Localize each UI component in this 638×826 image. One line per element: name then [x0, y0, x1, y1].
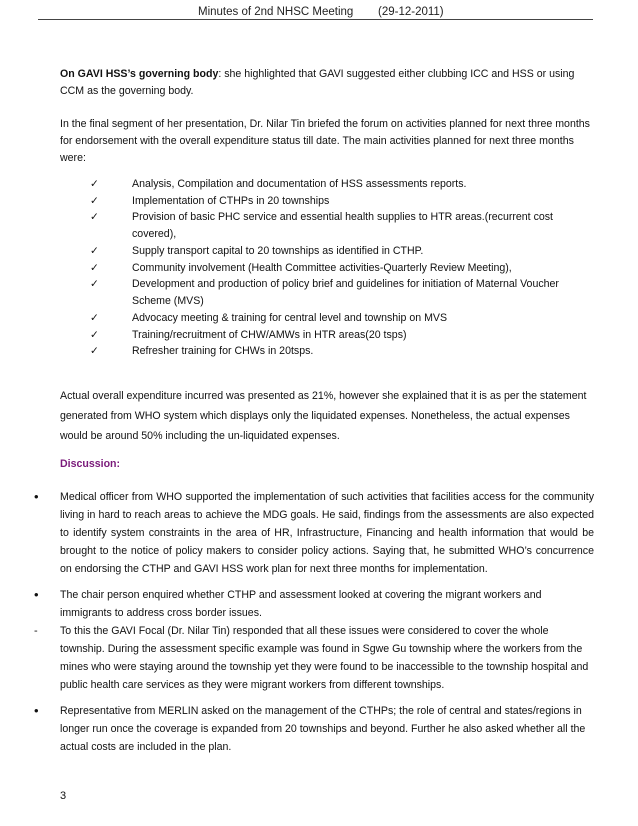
list-item	[34, 586, 594, 622]
list-item	[90, 260, 570, 277]
checkmark-icon: ✓	[90, 261, 99, 274]
governing-body-paragraph	[60, 66, 590, 100]
checkmark-icon: ✓	[90, 194, 99, 207]
list-item	[90, 176, 570, 193]
activity-text: Provision of basic PHC service and essential health supplies to HTR areas.(recurrent cost covered),	[132, 211, 553, 240]
checkmark-icon: ✓	[90, 211, 99, 223]
discussion-item	[34, 622, 594, 694]
activity-text: Training/recruitment of CHW/AMWs in HTR areas(20 tsps)	[132, 328, 407, 341]
bullet-icon: •	[34, 703, 39, 718]
dash-marker: -	[34, 625, 38, 637]
header-rule	[38, 19, 593, 20]
activity-text: Implementation of CTHPs in 20 townships	[132, 194, 330, 207]
discussion-text: Medical officer from WHO supported the implementation of such activities that facilities access for the community living in hard to reach areas to achieve the MDG goals. He said, findings from the assessments are also expected to identify system constraints in the area of HR, Infrastructure, Financing and health information that would be brought to the notice of policy makers to consider policy actions. Saying that, he submitted WHO’s concurrence on endorsing the CTHP and GAVI HSS work plan for next three months for implementation.	[60, 491, 594, 575]
expenditure-paragraph: Actual overall expenditure incurred was presented as 21%, however she explained that it is as per the statement generated from WHO system which displays only the liquidated expenses. Nonetheless, the actual expenses would be around 50% including the un-liquidated expenses.	[60, 390, 587, 442]
activity-text: Analysis, Compilation and documentation of HSS assessments reports.	[132, 178, 467, 190]
discussion-text: To this the GAVI Focal (Dr. Nilar Tin) responded that all these issues were considered to cover the whole township. During the assessment specific example was found in Sgwe Gu township where the workers from the mines who were staying around the township yet they were found to be inaccessible to the township hospital and public health care services as they were migrant workers from different townships.	[60, 625, 589, 691]
activities-list	[90, 176, 570, 360]
activity-text: Advocacy meeting & training for central level and township on MVS	[132, 312, 448, 324]
list-item	[90, 327, 570, 344]
discussion-item	[34, 586, 594, 622]
list-item	[90, 310, 570, 327]
page-number: 3	[60, 790, 67, 802]
list-item	[90, 276, 570, 310]
checkmark-icon: ✓	[90, 312, 99, 324]
list-item	[90, 243, 570, 260]
governing-body-text: : she highlighted that GAVI suggested either clubbing ICC and HSS or using CCM as the governing body.	[60, 68, 575, 97]
activity-text: Development and production of policy brief and guidelines for initiation of Maternal Voucher Scheme (MVS)	[132, 278, 559, 307]
bullet-icon: •	[34, 587, 39, 602]
checkmark-icon: ✓	[90, 345, 99, 357]
list-item	[90, 343, 570, 360]
header-date: (29-12-2011)	[378, 6, 444, 18]
governing-body-label: On GAVI HSS’s governing body	[60, 68, 219, 80]
list-item	[34, 488, 594, 578]
bullet-icon: •	[34, 489, 39, 504]
list-item	[34, 622, 594, 694]
checkmark-icon: ✓	[90, 328, 99, 341]
checkmark-icon: ✓	[90, 178, 99, 190]
discussion-heading: Discussion:	[60, 458, 121, 470]
list-item	[34, 702, 594, 756]
discussion-text: The chair person enquired whether CTHP and assessment looked at covering the migrant workers and immigrants to address cross border issues.	[60, 589, 542, 619]
activity-text: Refresher training for CHWs in 20tsps.	[132, 345, 314, 357]
discussion-item	[34, 702, 594, 756]
list-item	[90, 209, 570, 243]
list-item	[90, 193, 570, 210]
header-title: Minutes of 2nd NHSC Meeting	[198, 6, 354, 18]
checkmark-icon: ✓	[90, 278, 99, 290]
discussion-item	[34, 488, 594, 578]
checkmark-icon: ✓	[90, 245, 99, 257]
discussion-text: Representative from MERLIN asked on the management of the CTHPs; the role of central and states/regions in longer run once the coverage is expanded from 20 townships and beyond. Further he also asked whether all the actual costs are included in the plan.	[60, 705, 586, 753]
activity-text: Community involvement (Health Committee activities-Quarterly Review Meeting),	[132, 261, 512, 274]
activity-text: Supply transport capital to 20 townships as identified in CTHP.	[132, 245, 424, 257]
final-segment-paragraph: In the final segment of her presentation, Dr. Nilar Tin briefed the forum on activities planned for next three months for endorsement with the overall expenditure status till date. The main activities planned for next three months were:	[60, 118, 590, 164]
